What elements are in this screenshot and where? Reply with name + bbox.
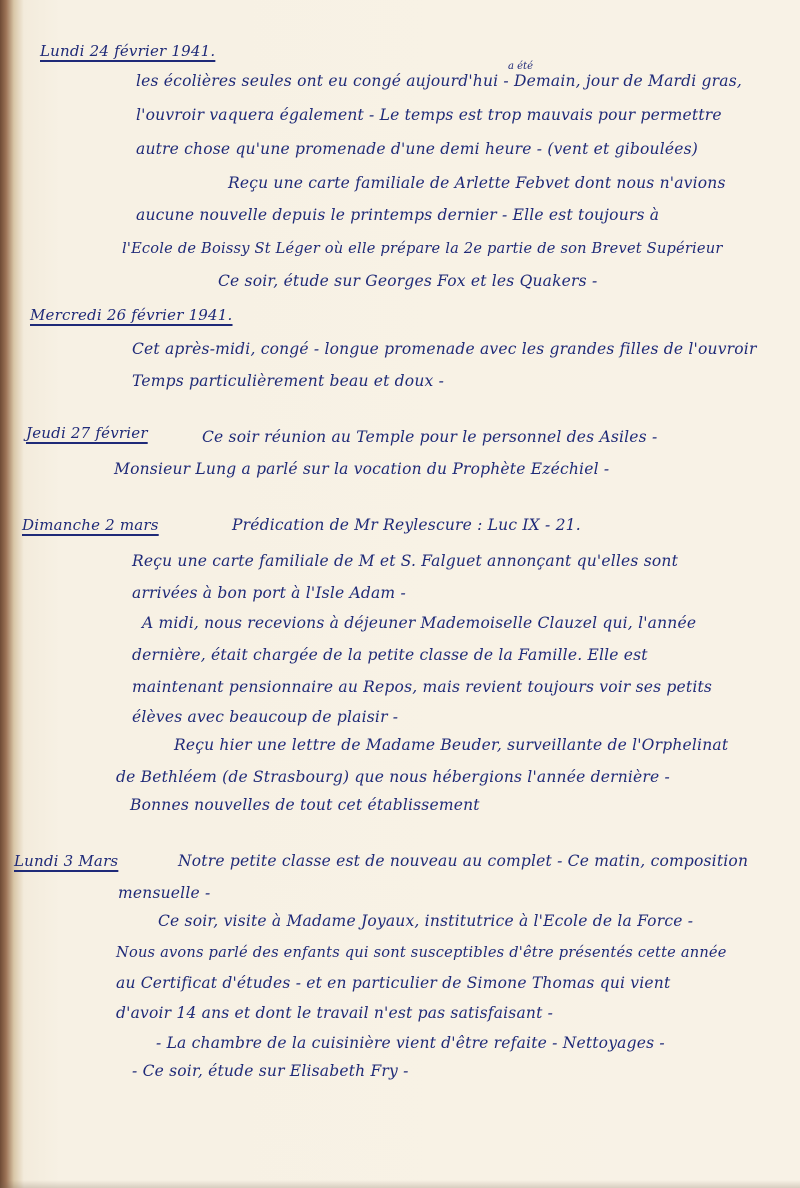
entry-line: mensuelle - bbox=[118, 884, 211, 902]
entry-line: d'avoir 14 ans et dont le travail n'est pas satisfaisant - bbox=[116, 1004, 554, 1022]
entry-line: Reçu une carte familiale de M et S. Falguet annonçant qu'elles sont bbox=[132, 552, 678, 570]
entry-line: Cet après-midi, congé - longue promenade avec les grandes filles de l'ouvroir bbox=[132, 340, 757, 358]
entry-line: - La chambre de la cuisinière vient d'être refaite - Nettoyages - bbox=[156, 1034, 665, 1052]
entry-line: élèves avec beaucoup de plaisir - bbox=[132, 708, 399, 726]
entry-line: Reçu une carte familiale de Arlette Febvet dont nous n'avions bbox=[228, 174, 726, 192]
entry-line: dernière, était chargée de la petite classe de la Famille. Elle est bbox=[132, 646, 648, 664]
entry-date: Jeudi 27 février bbox=[26, 424, 148, 442]
entry-line: maintenant pensionnaire au Repos, mais revient toujours voir ses petits bbox=[132, 678, 713, 696]
entry-date: Mercredi 26 février 1941. bbox=[30, 306, 233, 324]
entry-line: Notre petite classe est de nouveau au complet - Ce matin, composition bbox=[178, 852, 749, 870]
entry-line: - Ce soir, étude sur Elisabeth Fry - bbox=[132, 1062, 409, 1080]
entry-line: l'ouvroir vaquera également - Le temps est trop mauvais pour permettre bbox=[136, 106, 722, 124]
entry-line: Monsieur Lung a parlé sur la vocation du Prophète Ezéchiel - bbox=[114, 460, 610, 478]
entry-line: Ce soir réunion au Temple pour le personnel des Asiles - bbox=[202, 428, 658, 446]
entry-date: Lundi 3 Mars bbox=[14, 852, 119, 870]
entry-line: Temps particulièrement beau et doux - bbox=[132, 372, 445, 390]
entry-line: A midi, nous recevions à déjeuner Mademoiselle Clauzel qui, l'année bbox=[142, 614, 697, 632]
entry-line: les écolières seules ont eu congé aujourd'hui - Demain, jour de Mardi gras, bbox=[136, 72, 742, 90]
entry-date: Dimanche 2 mars bbox=[22, 516, 159, 534]
entry-line: aucune nouvelle depuis le printemps dernier - Elle est toujours à bbox=[136, 206, 660, 224]
entry-line: Nous avons parlé des enfants qui sont susceptibles d'être présentés cette année bbox=[116, 944, 727, 961]
entry-date: Lundi 24 février 1941. bbox=[40, 42, 216, 60]
entry-line: Bonnes nouvelles de tout cet établissement bbox=[130, 796, 480, 814]
entry-line: de Bethléem (de Strasbourg) que nous hébergions l'année dernière - bbox=[116, 768, 670, 786]
entry-line: arrivées à bon port à l'Isle Adam - bbox=[132, 584, 406, 602]
entry-line: Reçu hier une lettre de Madame Beuder, surveillante de l'Orphelinat bbox=[174, 736, 729, 754]
entry-line: au Certificat d'études - et en particulier de Simone Thomas qui vient bbox=[116, 974, 671, 992]
entry-line: l'Ecole de Boissy St Léger où elle prépare la 2e partie de son Brevet Supérieur bbox=[122, 240, 723, 257]
entry-line: Prédication de Mr Reylescure : Luc IX - 21. bbox=[232, 516, 581, 534]
insertion-note: a été bbox=[508, 61, 533, 72]
entry-line: Ce soir, visite à Madame Joyaux, institutrice à l'Ecole de la Force - bbox=[158, 912, 694, 930]
entry-line: Ce soir, étude sur Georges Fox et les Quakers - bbox=[218, 272, 598, 290]
entry-line: autre chose qu'une promenade d'une demi heure - (vent et giboulées) bbox=[136, 140, 699, 158]
